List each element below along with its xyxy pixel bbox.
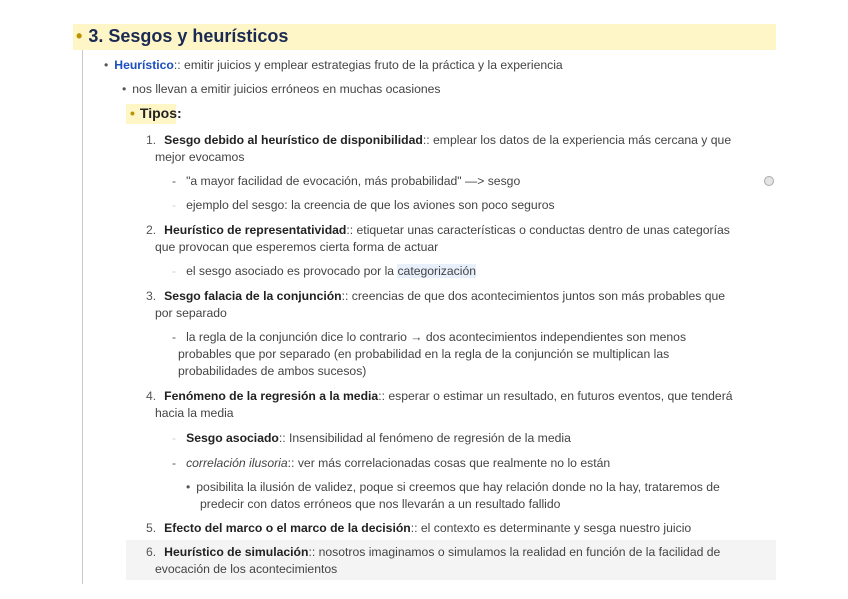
sub-text: el sesgo asociado es provocado por la: [186, 264, 398, 278]
dash-marker: -: [172, 330, 177, 344]
dash-marker: -: [172, 431, 177, 445]
item-4-sub-1[interactable]: [172, 430, 571, 446]
heading-text: 3. Sesgos y heurísticos: [88, 26, 289, 46]
highlighted-term: categorización: [397, 264, 477, 278]
sub-text: ejemplo del sesgo: la creencia de que los aviones son poco seguros: [186, 198, 555, 212]
item-title: Sesgo debido al heurístico de disponibilidad: [164, 133, 423, 147]
item-3-line2: por separado: [155, 306, 227, 320]
item-text: :: etiquetar unas características o conductas dentro de unas categorías: [346, 223, 730, 237]
item-1-line2: mejor evocamos: [155, 150, 245, 164]
dash-marker: -: [172, 456, 177, 470]
outline-guide-line: [82, 44, 83, 584]
sub-text: la regla de la conjunción dice lo contrario → dos acontecimientos independientes son menos: [186, 330, 687, 344]
bullet: •: [186, 480, 191, 494]
item-2[interactable]: [146, 222, 730, 238]
sub-text: :: Insensibilidad al fenómeno de regresión de la media: [278, 431, 571, 445]
item-4-sub-3-line2: predecir con datos erróneos que nos llevarán a un resultado fallido: [200, 497, 561, 511]
bullet: •: [122, 82, 127, 96]
item-3-sub-1[interactable]: [172, 329, 686, 345]
dash-marker: -: [172, 198, 177, 212]
heading-bullet: •: [76, 26, 83, 46]
item-1[interactable]: [146, 132, 731, 148]
item-title: Heurístico de representatividad: [164, 223, 347, 237]
sub-bold: Sesgo asociado: [186, 431, 279, 445]
item-text: :: creencias de que dos acontecimientos juntos son más probables que: [341, 289, 726, 303]
item-5[interactable]: [146, 520, 691, 536]
item-3-sub-1-line3: probabilidades de ambos sucesos): [178, 364, 367, 378]
item-title: Fenómeno de la regresión a la media: [164, 389, 379, 403]
item-text: :: esperar o estimar un resultado, en futuros eventos, que tenderá: [378, 389, 733, 403]
item-4[interactable]: [146, 388, 733, 404]
collapse-handle-icon[interactable]: [764, 176, 774, 186]
item-1-sub-1[interactable]: [172, 173, 520, 189]
item-number: 3.: [146, 289, 157, 303]
item-6-line2: evocación de los acontecimientos: [155, 562, 338, 576]
item-number: 6.: [146, 545, 157, 559]
bullet: •: [130, 105, 135, 121]
heuristico-term: Heurístico: [114, 58, 174, 72]
tipos-text: Tipos:: [139, 105, 182, 121]
item-text: :: el contexto es determinante y sesga nuestro juicio: [410, 521, 692, 535]
dash-marker: -: [172, 174, 177, 188]
item-text: :: emplear los datos de la experiencia más cercana y que: [422, 133, 732, 147]
item-4-line2: hacia la media: [155, 406, 234, 420]
item-title: Efecto del marco o el marco de la decisión: [164, 521, 411, 535]
section-heading[interactable]: [76, 26, 288, 47]
item-title: Heurístico de simulación: [164, 545, 309, 559]
item-text: :: nosotros imaginamos o simulamos la realidad en función de la facilidad de: [308, 545, 721, 559]
item-number: 2.: [146, 223, 157, 237]
item-number: 4.: [146, 389, 157, 403]
sub-text: "a mayor facilidad de evocación, más probabilidad" —> sesgo: [186, 174, 521, 188]
item-title: Sesgo falacia de la conjunción: [164, 289, 342, 303]
item-2-line2: que provocan que esperemos cierta forma de actuar: [155, 240, 439, 254]
item-3-sub-1-line2: probables que por separado (en probabilidad en la regla de la conjunción se multiplican las: [178, 347, 670, 361]
item-number: 5.: [146, 521, 157, 535]
heuristico-text: :: emitir juicios y emplear estrategias fruto de la práctica y la experiencia: [173, 58, 563, 72]
sub-text: :: ver más correlacionadas cosas que realmente no lo están: [287, 456, 611, 470]
item-3[interactable]: [146, 288, 725, 304]
sub-italic: correlación ilusoria: [186, 456, 288, 470]
item-4-sub-3[interactable]: [186, 479, 720, 495]
heuristico-row[interactable]: [104, 57, 563, 73]
item-number: 1.: [146, 133, 157, 147]
item-2-sub-1[interactable]: [172, 263, 476, 279]
bullet: •: [104, 58, 109, 72]
sub-text: posibilita la ilusión de validez, poque si creemos que hay relación donde no la hay, trataremos de: [196, 480, 720, 494]
note-text: nos llevan a emitir juicios erróneos en muchas ocasiones: [132, 82, 441, 96]
item-4-sub-2[interactable]: [172, 455, 610, 471]
tipos-label[interactable]: [130, 105, 182, 121]
item-1-sub-2[interactable]: [172, 197, 555, 213]
note-row[interactable]: [122, 81, 441, 97]
dash-marker: -: [172, 264, 177, 278]
item-6[interactable]: [146, 544, 720, 560]
